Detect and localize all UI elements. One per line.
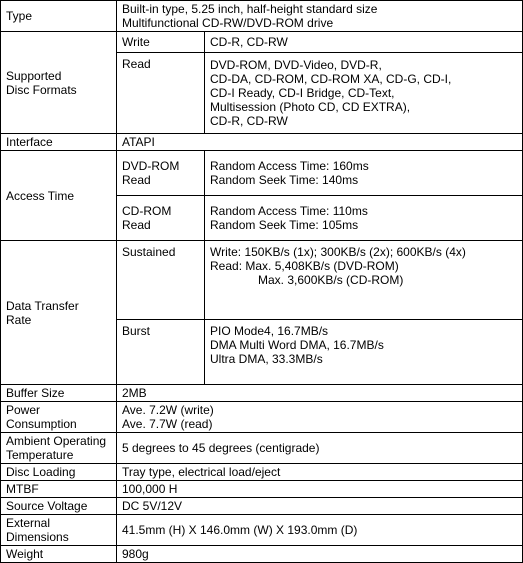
row-loading bbox=[1, 464, 523, 481]
type-value: Built-in type, 5.25 inch, half-height standard size Multifunctional CD-RW/DVD-ROM drive bbox=[117, 1, 523, 32]
row-voltage bbox=[1, 498, 523, 515]
access-cd-value: Random Access Time: 110ms Random Seek Time: 105ms bbox=[205, 196, 523, 241]
row-mtbf bbox=[1, 481, 523, 498]
row-buffer bbox=[1, 385, 523, 402]
access-dvd-label: DVD-ROM Read bbox=[117, 151, 205, 196]
sustained-read-dvd: Read: Max. 5,408KB/s (DVD-ROM) bbox=[210, 259, 399, 273]
interface-label: Interface bbox=[1, 134, 117, 151]
row-type bbox=[1, 1, 523, 32]
power-value: Ave. 7.2W (write) Ave. 7.7W (read) bbox=[117, 402, 523, 433]
voltage-value: DC 5V/12V bbox=[117, 498, 523, 515]
row-formats-write bbox=[1, 32, 523, 53]
row-weight bbox=[1, 546, 523, 563]
transfer-sustained-value bbox=[205, 241, 523, 320]
sustained-write: Write: 150KB/s (1x); 300KB/s (2x); 600KB/s (4x) bbox=[210, 245, 466, 259]
row-ambient bbox=[1, 433, 523, 464]
row-access-dvd bbox=[1, 151, 523, 196]
dimensions-value: 41.5mm (H) X 146.0mm (W) X 193.0mm (D) bbox=[117, 515, 523, 546]
weight-label: Weight bbox=[1, 546, 117, 563]
formats-label: Supported Disc Formats bbox=[1, 32, 117, 134]
row-power bbox=[1, 402, 523, 433]
access-label: Access Time bbox=[1, 151, 117, 241]
transfer-sustained-label: Sustained bbox=[117, 241, 205, 320]
type-label: Type bbox=[1, 1, 117, 32]
dimensions-label: External Dimensions bbox=[1, 515, 117, 546]
power-label: Power Consumption bbox=[1, 402, 117, 433]
loading-label: Disc Loading bbox=[1, 464, 117, 481]
formats-write-label: Write bbox=[117, 32, 205, 53]
access-dvd-value: Random Access Time: 160ms Random Seek Time: 140ms bbox=[205, 151, 523, 196]
voltage-label: Source Voltage bbox=[1, 498, 117, 515]
formats-read-value: DVD-ROM, DVD-Video, DVD-R, CD-DA, CD-ROM, CD-ROM XA, CD-G, CD-I, CD-I Ready, CD-I Bridge, CD-Text, Multisession (Photo CD, CD EXTRA), CD-R, CD-RW bbox=[205, 53, 523, 134]
access-cd-label: CD-ROM Read bbox=[117, 196, 205, 241]
mtbf-value: 100,000 H bbox=[117, 481, 523, 498]
row-dimensions bbox=[1, 515, 523, 546]
row-transfer-sustained bbox=[1, 241, 523, 320]
buffer-value: 2MB bbox=[117, 385, 523, 402]
interface-value: ATAPI bbox=[117, 134, 523, 151]
buffer-label: Buffer Size bbox=[1, 385, 117, 402]
loading-value: Tray type, electrical load/eject bbox=[117, 464, 523, 481]
row-interface bbox=[1, 134, 523, 151]
formats-read-label: Read bbox=[117, 53, 205, 134]
transfer-burst-label: Burst bbox=[117, 320, 205, 385]
mtbf-label: MTBF bbox=[1, 481, 117, 498]
ambient-label: Ambient Operating Temperature bbox=[1, 433, 117, 464]
weight-value: 980g bbox=[117, 546, 523, 563]
ambient-value: 5 degrees to 45 degrees (centigrade) bbox=[117, 433, 523, 464]
transfer-label: Data Transfer Rate bbox=[1, 241, 117, 385]
transfer-burst-value: PIO Mode4, 16.7MB/s DMA Multi Word DMA, 16.7MB/s Ultra DMA, 33.3MB/s bbox=[205, 320, 523, 385]
formats-write-value: CD-R, CD-RW bbox=[205, 32, 523, 53]
sustained-read-cd: Max. 3,600KB/s (CD-ROM) bbox=[258, 273, 404, 287]
